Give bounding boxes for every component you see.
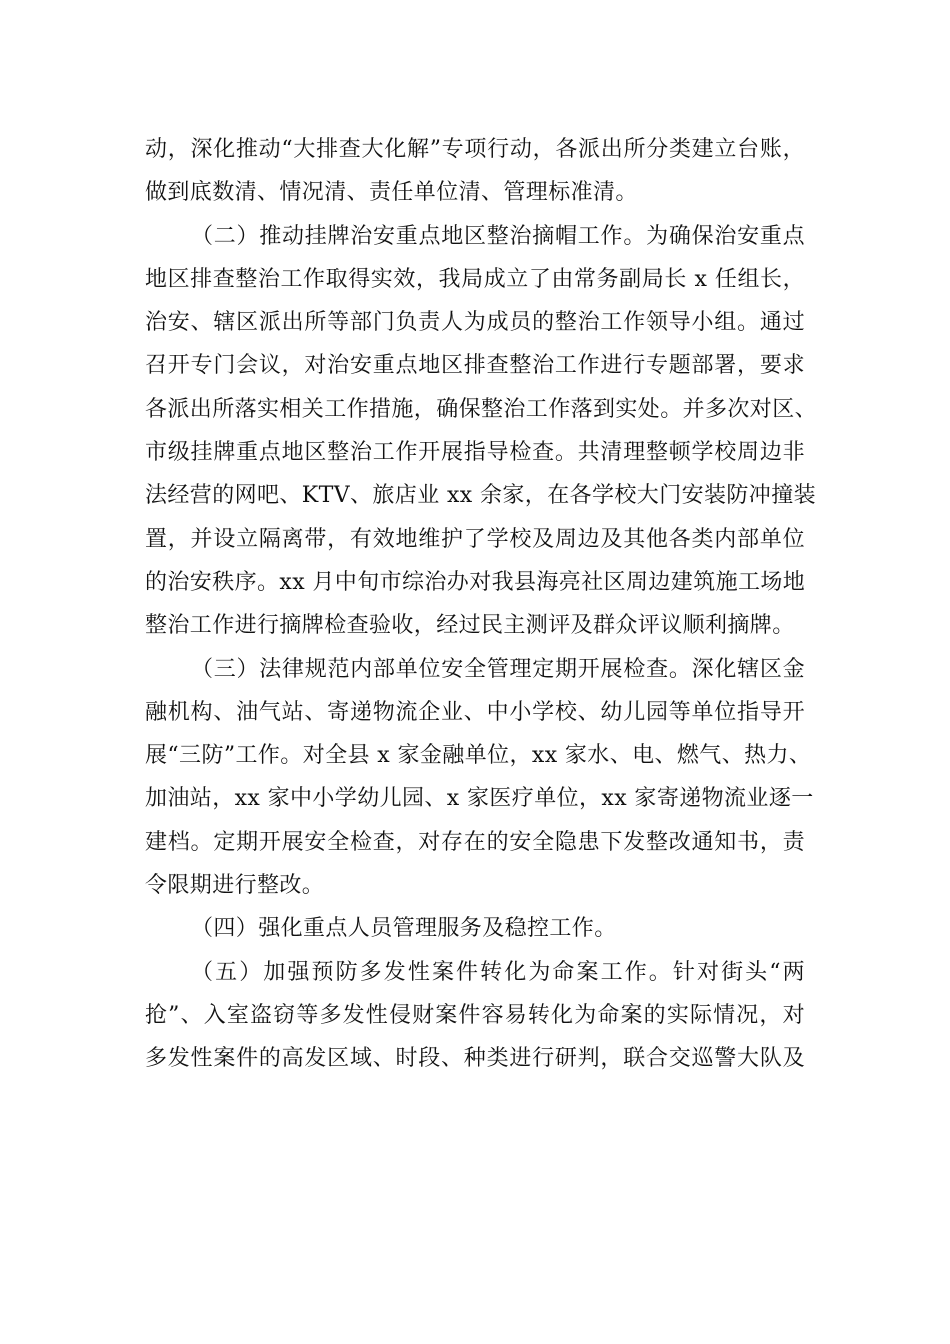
- document-body: [145, 128, 818, 1081]
- text-line: 多发性案件的高发区域、时段、种类进行研判，联合交巡警大队及: [145, 1046, 805, 1072]
- text-line: 令限期进行整改。: [145, 873, 325, 899]
- text-line: 各派出所落实相关工作措施，确保整治工作落到实处。并多次对区、: [145, 396, 818, 422]
- text-line: 动，深化推动“大排查大化解”专项行动，各派出所分类建立台账，: [145, 137, 805, 162]
- text-line: 抢”、入室盗窃等多发性侵财案件容易转化为命案的实际情况，对: [145, 1002, 805, 1028]
- text-line: 治安、辖区派出所等部门负责人为成员的整治工作领导小组。通过: [145, 310, 805, 336]
- text-line: （三）法律规范内部单位安全管理定期开展检查。深化辖区金: [191, 656, 805, 682]
- text-line: 地区排查整治工作取得实效，我局成立了由常务副局长 x 任组长，: [145, 266, 805, 292]
- text-line: 融机构、油气站、寄递物流企业、中小学校、幼儿园等单位指导开: [145, 699, 805, 725]
- text-line: 整治工作进行摘牌检查验收，经过民主测评及群众评议顺利摘牌。: [145, 613, 795, 639]
- text-line: （二）推动挂牌治安重点地区整治摘帽工作。为确保治安重点: [191, 223, 805, 249]
- text-line: （四）强化重点人员管理服务及稳控工作。: [191, 916, 617, 942]
- text-line: 做到底数清、情况清、责任单位清、管理标准清。: [145, 180, 638, 206]
- text-line: 召开专门会议，对治安重点地区排查整治工作进行专题部署，要求: [145, 353, 805, 379]
- text-line: 的治安秩序。xx 月中旬市综治办对我县海亮社区周边建筑施工场地: [145, 569, 806, 595]
- text-line: 法经营的网吧、KTV、旅店业 xx 余家，在各学校大门安装防冲撞装: [145, 483, 816, 509]
- text-line: 加油站，xx 家中小学幼儿园、x 家医疗单位，xx 家寄递物流业逐一: [145, 786, 814, 812]
- text-line: 市级挂牌重点地区整治工作开展指导检查。共清理整顿学校周边非: [145, 440, 805, 466]
- text-line: （五）加强预防多发性案件转化为命案工作。针对街头“两: [191, 959, 805, 985]
- text-line: 置，并设立隔离带，有效地维护了学校及周边及其他各类内部单位: [145, 526, 805, 552]
- text-line: 建档。定期开展安全检查，对存在的安全隐患下发整改通知书，责: [145, 829, 805, 855]
- text-line: 展“三防”工作。对全县 x 家金融单位，xx 家水、电、燃气、热力、: [145, 743, 812, 769]
